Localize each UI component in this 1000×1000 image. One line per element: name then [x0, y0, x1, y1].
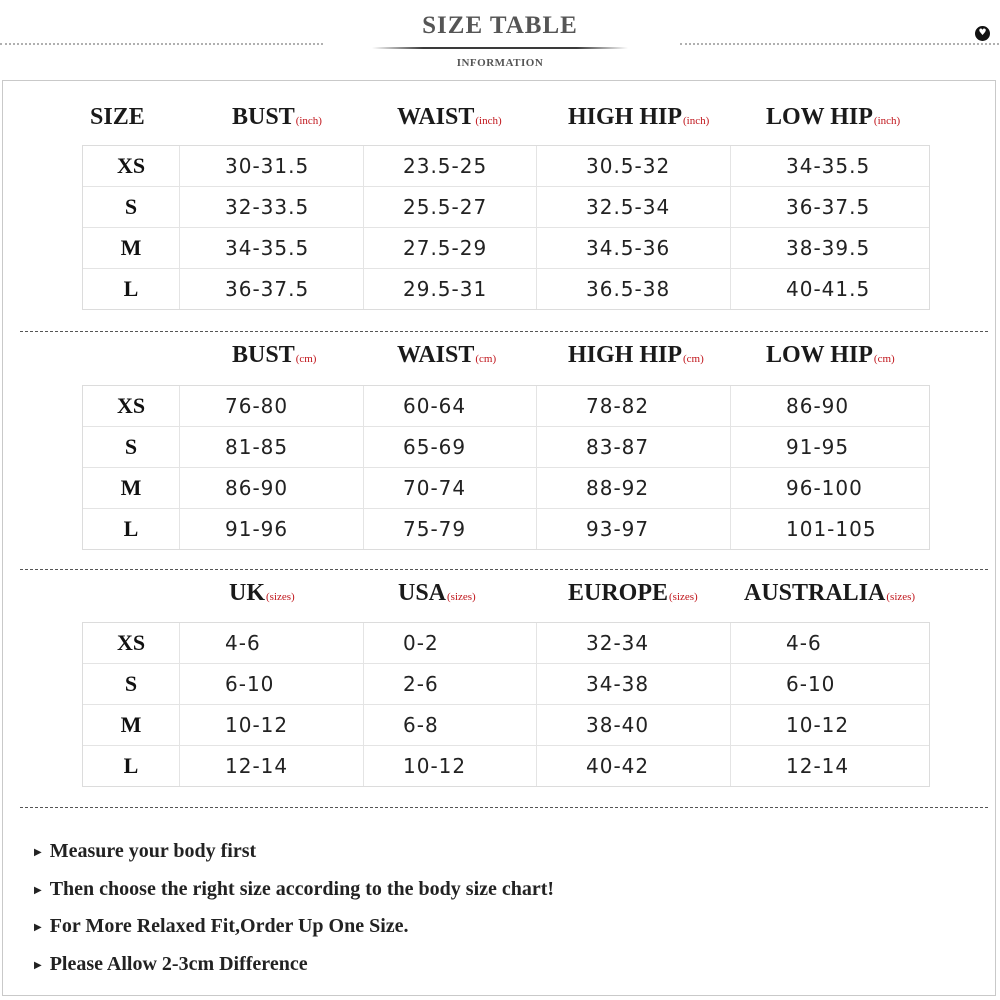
table-cell: 6-8 [403, 713, 439, 737]
table-cell: 6-10 [225, 672, 275, 696]
cm-header-bust: BUST(cm) [232, 342, 317, 368]
table-cell: 38-39.5 [786, 236, 871, 260]
table-row [83, 186, 929, 227]
table-cell: 38-40 [586, 713, 650, 737]
cm-header-high-hip: HIGH HIP(cm) [568, 342, 704, 368]
table-row [83, 623, 929, 663]
size-label-cell: XS [116, 153, 146, 178]
table-cell: 10-12 [225, 713, 289, 737]
country-header-uk: UK(sizes) [229, 580, 295, 606]
country-size-table [82, 622, 930, 787]
table-row [83, 745, 929, 786]
table-cell: 36.5-38 [586, 277, 671, 301]
table-cell: 30.5-32 [586, 154, 671, 178]
arrow-bullet-icon: ▶ [34, 959, 42, 971]
table-cell: 34.5-36 [586, 236, 671, 260]
inch-size-table [82, 145, 930, 310]
table-cell: 81-85 [225, 435, 289, 459]
table-cell: 60-64 [403, 394, 467, 418]
country-header-usa: USA(sizes) [398, 580, 476, 606]
country-header-australia: AUSTRALIA(sizes) [744, 580, 916, 606]
table-cell: 2-6 [403, 672, 439, 696]
inch-header-waist: WAIST(inch) [397, 104, 502, 130]
size-column-header: SIZE [90, 104, 145, 130]
table-cell: 4-6 [225, 631, 261, 655]
arrow-bullet-icon: ▶ [34, 884, 42, 896]
size-label-cell: M [120, 475, 142, 500]
table-row [83, 467, 929, 508]
table-cell: 32.5-34 [586, 195, 671, 219]
table-cell: 12-14 [225, 754, 289, 778]
size-label-cell: M [120, 712, 142, 737]
arrow-bullet-icon: ▶ [34, 847, 42, 858]
size-label-cell: XS [116, 393, 146, 418]
note-item: ▶ Then choose the right size according to the body size chart! [34, 875, 554, 913]
table-cell: 34-38 [586, 672, 650, 696]
cm-header-low-hip: LOW HIP(cm) [766, 342, 895, 368]
table-row [83, 663, 929, 704]
size-label-cell: M [120, 235, 142, 260]
table-cell: 96-100 [786, 476, 863, 500]
table-cell: 25.5-27 [403, 195, 488, 219]
table-row [83, 146, 929, 186]
table-cell: 101-105 [786, 517, 877, 541]
table-cell: 78-82 [586, 394, 650, 418]
table-cell: 10-12 [786, 713, 850, 737]
size-label-cell: S [124, 671, 138, 696]
table-row [83, 426, 929, 467]
table-cell: 88-92 [586, 476, 650, 500]
arrow-bullet-icon: ▶ [34, 922, 42, 933]
page-header [0, 0, 1000, 80]
table-cell: 4-6 [786, 631, 822, 655]
page-subtitle: INFORMATION [456, 57, 544, 69]
table-cell: 40-41.5 [786, 277, 871, 301]
inch-header-low-hip: LOW HIP(inch) [766, 104, 901, 130]
section-divider [20, 807, 988, 808]
table-cell: 23.5-25 [403, 154, 488, 178]
table-cell: 34-35.5 [225, 236, 310, 260]
section-divider [20, 569, 988, 570]
note-item: ▶ Please Allow 2-3cm Difference [34, 950, 554, 988]
table-cell: 10-12 [403, 754, 467, 778]
size-label-cell: S [124, 194, 138, 219]
table-cell: 6-10 [786, 672, 836, 696]
size-label-cell: L [123, 516, 139, 541]
table-cell: 30-31.5 [225, 154, 310, 178]
notes-list [34, 837, 554, 987]
table-cell: 86-90 [786, 394, 850, 418]
table-cell: 83-87 [586, 435, 650, 459]
table-cell: 12-14 [786, 754, 850, 778]
heart-icon: ♥ [975, 26, 990, 41]
inch-header-bust: BUST(inch) [232, 104, 322, 130]
table-cell: 36-37.5 [225, 277, 310, 301]
table-cell: 29.5-31 [403, 277, 488, 301]
table-cell: 76-80 [225, 394, 289, 418]
table-row [83, 704, 929, 745]
header-deco-left [0, 43, 323, 45]
table-row [83, 386, 929, 426]
table-cell: 65-69 [403, 435, 467, 459]
size-label-cell: XS [116, 630, 146, 655]
section-divider [20, 331, 988, 332]
size-label-cell: L [123, 276, 139, 301]
page-title: SIZE TABLE [422, 12, 578, 39]
header-deco-right [680, 43, 1000, 45]
size-label-cell: L [123, 753, 139, 778]
table-cell: 32-34 [586, 631, 650, 655]
note-item: ▶ Measure your body first [34, 837, 554, 875]
table-row [83, 508, 929, 549]
table-cell: 32-33.5 [225, 195, 310, 219]
table-cell: 27.5-29 [403, 236, 488, 260]
table-row [83, 227, 929, 268]
table-cell: 91-96 [225, 517, 289, 541]
cm-size-table [82, 385, 930, 550]
table-cell: 91-95 [786, 435, 850, 459]
table-cell: 34-35.5 [786, 154, 871, 178]
table-cell: 0-2 [403, 631, 439, 655]
table-cell: 86-90 [225, 476, 289, 500]
size-label-cell: S [124, 434, 138, 459]
table-cell: 40-42 [586, 754, 650, 778]
table-cell: 70-74 [403, 476, 467, 500]
note-item: ▶ For More Relaxed Fit,Order Up One Size. [34, 912, 554, 950]
table-cell: 75-79 [403, 517, 467, 541]
inch-header-high-hip: HIGH HIP(inch) [568, 104, 710, 130]
table-row [83, 268, 929, 309]
title-underline [372, 47, 628, 49]
cm-header-waist: WAIST(cm) [397, 342, 497, 368]
country-header-europe: EUROPE(sizes) [568, 580, 698, 606]
table-cell: 93-97 [586, 517, 650, 541]
table-cell: 36-37.5 [786, 195, 871, 219]
